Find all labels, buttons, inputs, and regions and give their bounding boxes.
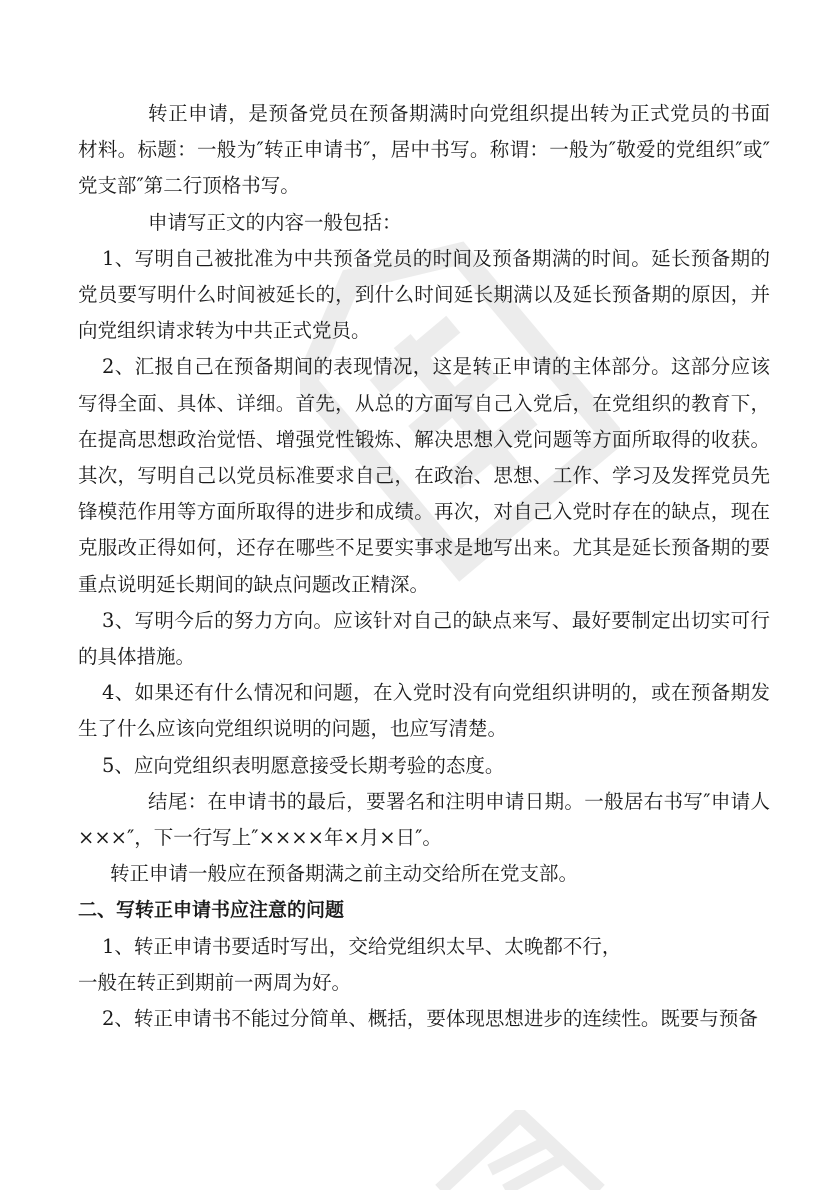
- section-2-heading: 二、写转正申请书应注意的问题: [78, 899, 345, 922]
- intro-paragraph: 转正申请，是预备党员在预备期满时向党组织提出转为正式党员的书面材料。标题：一般为″转正申请书″，居中书写。称谓：一般为″敬爱的党组织″或″党支部″第二行顶格书写。: [78, 102, 770, 198]
- list-item-1: 1、写明自己被批准为中共预备党员的时间及预备期满的时间。延长预备期的党员要写明什么时间被延长的，到什么时间延长期满以及延长预备期的原因，并向党组织请求转为中共正式党员。: [78, 246, 770, 343]
- body-intro-paragraph: 申请写正文的内容一般包括：: [148, 210, 402, 234]
- section-2-point-1-line-2: 一般在转正到期前一两周为好。: [78, 970, 352, 994]
- list-item-5: 5、应向党组织表明愿意接受长期考验的态度。: [102, 753, 505, 777]
- ending-paragraph: 结尾：在申请书的最后，要署名和注明申请日期。一般居右书写″申请人×××″，下一行写上″××××年×月×日″。: [78, 789, 770, 850]
- section-2-point-1-line-1: 1、转正申请书要适时写出，交给党组织太早、太晚都不行，: [102, 934, 622, 958]
- list-item-4: 4、如果还有什么情况和问题，在入党时没有向党组织讲明的，或在预备期发生了什么应该向党组织说明的问题，也应写清楚。: [78, 681, 770, 741]
- submit-note-paragraph: 转正申请一般应在预备期满之前主动交给所在党支部。: [110, 862, 579, 886]
- list-item-2: 2、汇报自己在预备期间的表现情况，这是转正申请的主体部分。这部分应该写得全面、具体、详细。首先，从总的方面写自己入党后，在党组织的教育下，在提高思想政治觉悟、增强党性锻炼、解决思想入党问题等方面所取得的收获。其次，写明自己以党员标准要求自己，在政治、思想、工作、学习及发挥党员先锋模范作用等方面所取得的进步和成绩。再次，对自己入党时存在的缺点，现在克服改正得如何，还存在哪些不足要实事求是地写出来。尤其是延长预备期的要重点说明延长期间的缺点问题改正精深。: [78, 355, 770, 596]
- list-item-3: 3、写明今后的努力方向。应该针对自己的缺点来写、最好要制定出切实可行的具体措施。: [78, 608, 770, 669]
- section-2-point-2: 2、转正申请书不能过分简单、概括，要体现思想进步的连续性。既要与预备: [102, 1007, 758, 1031]
- watermark-logo-icon: [420, 1110, 620, 1190]
- document-body: [78, 96, 770, 1037]
